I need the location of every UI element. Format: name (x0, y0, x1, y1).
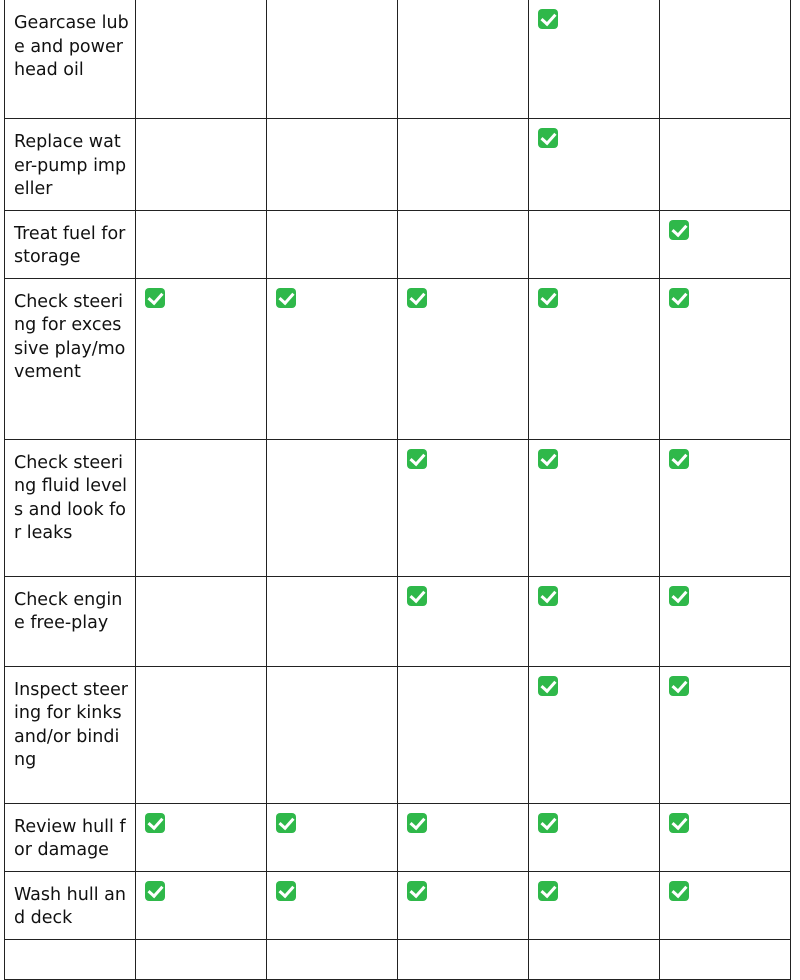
check-mark-icon (145, 288, 165, 308)
interval-cell (398, 278, 529, 439)
task-cell (5, 939, 136, 979)
task-cell (5, 576, 136, 666)
task-label: Check engine free-play (14, 589, 123, 633)
interval-cell (136, 939, 267, 979)
interval-cell (267, 210, 398, 278)
interval-cell (660, 939, 791, 979)
check-mark-icon (538, 449, 558, 469)
interval-cell (398, 0, 529, 119)
task-cell (5, 439, 136, 576)
check-mark-icon (669, 586, 689, 606)
interval-cell (398, 666, 529, 803)
interval-cell (398, 119, 529, 211)
check-mark-icon (538, 813, 558, 833)
table-row (5, 871, 791, 939)
interval-cell (267, 576, 398, 666)
interval-cell (529, 803, 660, 871)
interval-cell (398, 210, 529, 278)
interval-cell (136, 576, 267, 666)
interval-cell (398, 576, 529, 666)
interval-cell (660, 439, 791, 576)
interval-cell (529, 576, 660, 666)
task-label: Check steering for excessive play/movement (14, 291, 126, 382)
interval-cell (267, 939, 398, 979)
check-mark-icon (407, 813, 427, 833)
interval-cell (660, 803, 791, 871)
check-mark-icon (669, 676, 689, 696)
table-row (5, 666, 791, 803)
check-mark-icon (407, 288, 427, 308)
check-mark-icon (669, 288, 689, 308)
check-mark-icon (669, 220, 689, 240)
maintenance-schedule (4, 0, 791, 980)
interval-cell (529, 0, 660, 119)
table-row (5, 439, 791, 576)
interval-cell (136, 119, 267, 211)
interval-cell (660, 576, 791, 666)
check-mark-icon (538, 288, 558, 308)
interval-cell (267, 803, 398, 871)
interval-cell (529, 939, 660, 979)
task-label: Inspect steering for kinks and/or binding (14, 679, 128, 770)
interval-cell (398, 871, 529, 939)
task-label: Treat fuel for storage (14, 223, 126, 267)
check-mark-icon (538, 676, 558, 696)
table-row (5, 119, 791, 211)
interval-cell (398, 939, 529, 979)
check-mark-icon (538, 586, 558, 606)
interval-cell (267, 439, 398, 576)
task-cell (5, 871, 136, 939)
check-mark-icon (669, 881, 689, 901)
check-mark-icon (145, 813, 165, 833)
task-cell (5, 210, 136, 278)
table-row (5, 0, 791, 119)
check-mark-icon (276, 813, 296, 833)
interval-cell (529, 439, 660, 576)
task-cell (5, 803, 136, 871)
interval-cell (136, 0, 267, 119)
interval-cell (660, 210, 791, 278)
interval-cell (136, 439, 267, 576)
interval-cell (660, 119, 791, 211)
interval-cell (136, 803, 267, 871)
table-body (5, 0, 791, 979)
check-mark-icon (538, 9, 558, 29)
task-cell (5, 666, 136, 803)
task-cell (5, 278, 136, 439)
task-label: Review hull for damage (14, 816, 126, 860)
interval-cell (398, 439, 529, 576)
interval-cell (267, 0, 398, 119)
table-row (5, 278, 791, 439)
check-mark-icon (407, 586, 427, 606)
task-label: Replace water-pump impeller (14, 132, 127, 199)
interval-cell (660, 666, 791, 803)
check-mark-icon (407, 449, 427, 469)
check-mark-icon (276, 881, 296, 901)
table-row (5, 939, 791, 979)
interval-cell (529, 210, 660, 278)
interval-cell (136, 871, 267, 939)
interval-cell (660, 871, 791, 939)
interval-cell (136, 210, 267, 278)
task-label: Gearcase lube and powerhead oil (14, 13, 129, 80)
check-mark-icon (407, 881, 427, 901)
interval-cell (136, 666, 267, 803)
maintenance-table (4, 0, 791, 980)
table-row (5, 576, 791, 666)
task-label: Check steering fluid levels and look for leaks (14, 452, 128, 543)
interval-cell (660, 278, 791, 439)
check-mark-icon (145, 881, 165, 901)
check-mark-icon (538, 128, 558, 148)
interval-cell (529, 119, 660, 211)
interval-cell (529, 278, 660, 439)
interval-cell (398, 803, 529, 871)
interval-cell (267, 278, 398, 439)
check-mark-icon (669, 449, 689, 469)
interval-cell (267, 871, 398, 939)
interval-cell (529, 666, 660, 803)
interval-cell (660, 0, 791, 119)
check-mark-icon (538, 881, 558, 901)
interval-cell (136, 278, 267, 439)
interval-cell (267, 119, 398, 211)
check-mark-icon (669, 813, 689, 833)
table-row (5, 803, 791, 871)
table-row (5, 210, 791, 278)
task-cell (5, 119, 136, 211)
interval-cell (529, 871, 660, 939)
check-mark-icon (276, 288, 296, 308)
task-cell (5, 0, 136, 119)
task-label: Wash hull and deck (14, 884, 126, 928)
interval-cell (267, 666, 398, 803)
